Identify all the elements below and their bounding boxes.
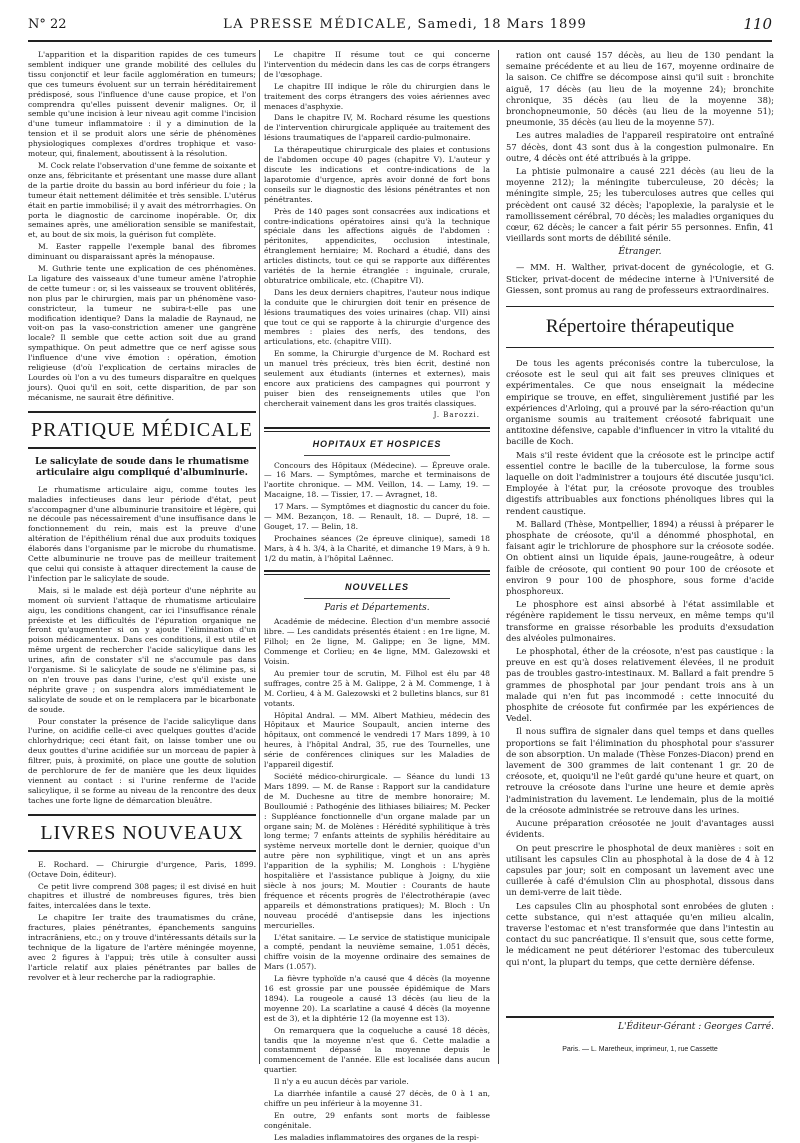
paragraph: — MM. H. Walther, privat-docent de gynécologie, et G. Sticker, privat-docent de médecine interne à l'Université de Giessen, sont promus au rang de professeurs extraordinaires. bbox=[506, 262, 774, 295]
paragraph: Société médico-chirurgicale. — Séance du lundi 13 Mars 1899. — M. de Ranse : Rapport sur la candidature de M. Duchesne au titre de membre honoraire; M. Boulloumié : Pathogénie des lithiases biliaires; M. Pecker : Suppléance fonctionnelle d'un organe malade par un organe sain; M. de Molènes : Hérédité syphilitique à très long terme; 7 enfants atteints de syphilis héréditaire au système nerveux mortelle dont le dernier, quoique d'un autre père non syphilitique, vingt et un ans après l'apparition de la syphilis; M. Longhois : L'hygiène hospitalière et l'assistance publique à Joigny, du xiie siècle à nos jours; M. Moutier : Courants de haute fréquence et récents progrès de l'électrothérapie (avec appareils et démonstrations pratiques); M. Bloch : Un nouveau procédé d'antisepsie dans les injections mercurielles. bbox=[264, 772, 490, 930]
paragraph: L'état sanitaire. — Le service de statistique municipale a compté, pendant la neuvième semaine, 1.051 décès, chiffre voisin de la moyenne ordinaire des semaines de Mars (1.057). bbox=[264, 932, 490, 972]
paragraph: On remarquera que la coqueluche a causé 18 décès, tandis que la moyenne n'est que 6. Cette maladie a constamment dépassé la moyenne depuis le commencement de l'année. Elle est localisée dans aucun quartier. bbox=[264, 1025, 490, 1075]
printer-line: Paris. — L. Maretheux, imprimeur, 1, rue Cassette bbox=[562, 1046, 718, 1053]
paragraph: En outre, 29 enfants sont morts de faiblesse congénitale. bbox=[264, 1110, 490, 1130]
page-number: 110 bbox=[743, 15, 772, 33]
section-rule bbox=[264, 570, 490, 575]
paragraph: Académie de médecine. Élection d'un membre associé libre. — Les candidats présentés étaient : en 1re ligne, M. Filhol; en 2e ligne, M. Galippe; en 3e ligne, MM. Commenge et Corlieu; en 4e ligne, MM. Galezowski et Voisin. bbox=[264, 617, 490, 667]
paragraph: Les capsules Clin au phosphotal sont enrobées de gluten : cette substance, qui n'est attaquée qu'en milieu alcalin, traverse l'estomac et n'est transformée que dans l'intestin au contact du suc pancréatique. Il s'ensuit que, sous cette forme, le médicament ne peut détériorer l'estomac des tuberculeux qui n'ont, la plupart du temps, que cette dernière défense. bbox=[506, 900, 774, 967]
paragraph: Les autres maladies de l'appareil respiratoire ont entraîné 57 décès, dont 43 sont dus à la congestion pulmonaire. En outre, 4 décès ont été attribués à la grippe. bbox=[506, 130, 774, 163]
issue-number: N° 22 bbox=[28, 16, 67, 32]
paragraph: Dans le chapitre IV, M. Rochard résume les questions de l'intervention chirurgicale appliquée au traitement des lésions traumatiques de l'appareil cardio-pulmonaire. bbox=[264, 113, 490, 143]
paragraph: Le chapitre Ier traite des traumatismes du crâne, fractures, plaies pénétrantes, épanchements sanguins intracrâniens, etc.; on y trouve d'intéressants détails sur la technique de la ligature de l'artère méningée moyenne, avec 2 figures à l'appui; très utile à consulter aussi l'article relatif aux plaies pénétrantes par balles de revolver et à leur recherche par la radiographie. bbox=[28, 913, 256, 982]
paragraph: Près de 140 pages sont consacrées aux indications et contre-indications opératoires ainsi qu'à la technique spéciale dans les affections aiguës de l'abdomen : péritonites, appendicites, occlusion intestinale, étranglement herniaire; M. Rochard a étudié, dans des articles distincts, tout ce qui se rapporte aux différentes variétés de la hernie étranglée : inguinale, crurale, obturatrice ombilicale, etc. (Chapitre VI). bbox=[264, 206, 490, 285]
paragraph: 17 Mars. — Symptômes et diagnostic du cancer du foie. — MM. Bezançon, 18. — Renault, 18. — Dupré, 18. — Gouget, 17. — Belin, 18. bbox=[264, 502, 490, 531]
paragraph: Le chapitre II résume tout ce qui concerne l'intervention du médecin dans les cas de corps étrangers de l'œsophage. bbox=[264, 50, 490, 79]
author-signature: J. Barozzi. bbox=[433, 410, 480, 419]
paragraph: La diarrhée infantile a causé 27 décès, de 0 à 1 an, chiffre un peu inférieur à la moyenne 31. bbox=[264, 1089, 490, 1108]
paragraph: Le phosphore est ainsi absorbé à l'état assimilable et régénère rapidement le tissu nerveux, en même temps qu'il transforme en graisse résorbable les produits d'exsudation des alvéoles pulmonaires. bbox=[506, 599, 774, 643]
column-divider bbox=[259, 50, 260, 1064]
paragraph: Ce petit livre comprend 308 pages; il est divisé en huit chapitres et illustré de nombreuses figures, très bien faites, intercalées dans le texte. bbox=[28, 881, 256, 911]
paragraph: E. Rochard. — Chirurgie d'urgence, Paris, 1899. (Octave Doin, éditeur). bbox=[28, 859, 256, 879]
paragraph: Il nous suffira de signaler dans quel temps et dans quelles proportions se fait l'élimination du phosphotal pour s'assurer de son absorption. Un malade (Thèse Fonzes-Diacon) prend en lavement de 300 grammes de lait contenant 1 gr. 20 de créosote, et, quoiqu'il ne l'eût gardé qu'une heure et quart, on retrouve la créosote dans l'urine une heure et demie après l'administration du lavement. Le lendemain, plus de la moitié de la créosote administrée se retrouve dans les urines. bbox=[506, 726, 774, 815]
paragraph: M. Easter rappelle l'exemple banal des fibromes diminuant ou disparaissant après la ménopause. bbox=[28, 242, 256, 262]
paragraph: M. Guthrie tente une explication de ces phénomènes. La ligature des vaisseaux d'une tumeur amène l'atrophie de cette tumeur : or, si les vaisseaux se trouvent oblitérés, non plus par le chirurgien, mais par un phénomène vaso-constricteur, la tumeur ne subira-t-elle pas une modification identique? Dans la maladie de Raynaud, ne voit-on pas la vaso-constriction amener une gangrène locale? Il semble que cette action soit due au grand sympathique. On peut admettre que ce nerf agisse sous l'influence d'une vive émotion : opération, émotion religieuse (d'où l'explication de certains miracles de Lourdes où l'on a vu des tumeurs disparaître en quelques jours). Quoi qu'il en soit, cette disparition, de par son mécanisme, ne saurait être définitive. bbox=[28, 264, 256, 402]
paragraph: Mais s'il reste évident que la créosote est le principe actif essentiel contre le bacille de la tuberculose, la forme sous laquelle on doit l'administrer a toujours été discutée jusqu'ici. Employée à l'état pur, la créosote provoque des troubles digestifs attribuables aux fonctions phénoliques libres qui la rendent caustique. bbox=[506, 449, 774, 516]
journal-name: LA PRESSE MÉDICALE bbox=[223, 16, 408, 32]
subsection-title-paris: Paris et Départements. bbox=[324, 602, 430, 613]
section-title-repertoire: Répertoire thérapeutique bbox=[506, 306, 774, 348]
column-right bbox=[506, 50, 774, 1012]
paragraph: M. Ballard (Thèse, Montpellier, 1894) a réussi à préparer le phosphate de créosote, qu'il a dénommé phosphotal, en faisant agir le trichlorure de phosphore sur la créosote sodée. On obtient ainsi un liquide épais, jaune-rougeâtre, à odeur faible de créosote, qui contient 90 pour 100 de créosote et environ 9 pour 100 de phosphore, sous forme d'acide phosphoreux. bbox=[506, 518, 774, 597]
paragraph: Le phosphotal, éther de la créosote, n'est pas caustique : la preuve en est qu'à doses relativement élevées, il ne produit pas de troubles gastro-intestinaux. M. Ballard a fait prendre 5 grammes de phosphotal par jour pendant trois ans à un malade qui n'en fut pas incommodé : cette innocuité du phosphite de créosote fut confirmée par les expériences de Vedel. bbox=[506, 646, 774, 724]
subsection-title-etranger: Étranger. bbox=[618, 247, 662, 258]
paragraph: On peut prescrire le phosphotal de deux manières : soit en utilisant les capsules Clin au phosphotal à la dose de 4 à 12 capsules par jour; soit en composant un lavement avec une cuillerée à café d'émulsion Clin au phosphotal, dissous dans un demi-verre de lait tiède. bbox=[506, 842, 774, 898]
page-header bbox=[28, 8, 772, 42]
paragraph: Le rhumatisme articulaire aigu, comme toutes les maladies infectieuses dans leur période d'état, peut s'accompagner d'une albuminurie transitoire et légère, qui ne découle pas nécessairement d'une insuffisance dans le fonctionnement du rein, mais est la preuve d'une altération de l'épithélium rénal due aux produits toxiques élaborés dans l'organisme par le microbe du rhumatisme. Cette albuminurie ne trouve pas de meilleur traitement que celui qui consiste à attaquer directement la cause de l'infection par le salicylate de soude. bbox=[28, 484, 256, 583]
section-title-pratique: PRATIQUE MÉDICALE bbox=[28, 411, 256, 449]
section-title-livres: LIVRES NOUVEAUX bbox=[28, 814, 256, 852]
paragraph: La thérapeutique chirurgicale des plaies et contusions de l'abdomen occupe 40 pages (chapitre V). L'auteur y discute les indications et contre-indications de la laparotomie d'urgence, après avoir donné de fort bons conseils sur le diagnostic des lésions pénétrantes et non pénétrantes. bbox=[264, 145, 490, 204]
footer-rule bbox=[506, 1016, 774, 1018]
paragraph: L'apparition et la disparition rapides de ces tumeurs semblent indiquer une grande mobilité des cellules du tissu conjonctif et leur facile agglomération en tumeurs; que ces tumeurs évoluent sur un terrain héréditairement prédisposé, sous l'influence d'une cause propice, et l'on comprendra qu'elles puissent devenir malignes. Or, il semble qu'une incision à leur niveau agit comme l'incision d'une tumeur inflammatoire : il y a diminution de la tension et il se produit alors une série de phénomènes physiologiques complexes d'ordres trophique et vaso-moteur, qui, finalement, aboutissent à la résolution. bbox=[28, 50, 256, 159]
column-middle bbox=[264, 50, 490, 1142]
paragraph: De tous les agents préconisés contre la tuberculose, la créosote est le seul qui ait fait ses preuves cliniques et expérimentales. Ce que nous enseignait la médecine empirique se trouve, en effet, singulièrement justifié par les expériences d'Arloing, qui a prouvé par la séro-réaction qu'un organisme soumis au traitement créosoté fabriquait une antitoxine défensive, capable d'influencer in vitro la vitalité du bacille de Koch. bbox=[506, 357, 774, 447]
paragraph: Aucune préparation créosotée ne jouit d'avantages aussi évidents. bbox=[506, 818, 774, 840]
paragraph: Prochaines séances (2e épreuve clinique), samedi 18 Mars, à 4 h. 3/4, à la Charité, et dimanche 19 Mars, à 9 h. 1/2 du matin, à l'hôpital Laënnec. bbox=[264, 533, 490, 563]
editor-manager-line: L'Éditeur-Gérant : Georges Carré. bbox=[618, 1022, 774, 1032]
paragraph: Mais, si le malade est déjà porteur d'une néphrite au moment où survient l'attaque de rhumatisme articulaire aigu, les conditions changent, car ici l'insuffisance rénale préexiste et les difficultés de l'épuration organique ne feront qu'augmenter si on y ajoute l'élimination d'un poison médicamenteux. Dans ces conditions, il est utile et même urgent de rechercher l'acide salicylique dans les urines, afin de constater s'il ne s'accumule pas dans l'organisme. Si le salicylate de soude ne s'élimine pas, si on n'en trouve pas dans l'urine, c'est qu'il existe une néphrite grave ; on suspendra alors immédiatement le salicylate de soude et on le remplacera par le bicarbonate de soude. bbox=[28, 585, 256, 714]
paragraph: M. Cock relate l'observation d'une femme de soixante et onze ans, fébricitante et présentant une masse dure allant de la partie droite du bassin au bord inférieur du foie ; la tumeur était nettement délimitée et très sensible. L'utérus était en partie immobilisé; il y avait des métrorrhagies. On porta le diagnostic de carcinome inopérable. Or, dix semaines après, une amélioration sensible se manifestait, et, au bout de six mois, la guérison fut complète. bbox=[28, 160, 256, 240]
issue-date: , Samedi, 18 Mars 1899 bbox=[407, 16, 587, 32]
journal-title bbox=[223, 17, 587, 32]
paragraph: Concours des Hôpitaux (Médecine). — Épreuve orale. — 16 Mars. — Symptômes, marche et terminaisons de l'aortite chronique. — MM. Veillon, 14. — Lamy, 19. — Macaigne, 18. — Tissier, 17. — Avragnet, 18. bbox=[264, 460, 490, 500]
section-title-nouvelles: NOUVELLES bbox=[344, 581, 409, 592]
title-rule bbox=[304, 455, 450, 456]
paragraph: La phtisie pulmonaire a causé 221 décès (au lieu de la moyenne 212); la méningite tuberculeuse, 20 décès; la méningite simple, 25; les tuberculoses autres que celles qui précèdent ont causé 32 décès; l'apoplexie, la paralysie et le ramollissement cérébral, 70 décès; les maladies organiques du cœur, 62 décès; le cancer a fait périr 55 personnes. Enfin, 41 vieillards sont morts de débilité sénile. bbox=[506, 166, 774, 244]
section-title-hopitaux: HOPITAUX ET HOSPICES bbox=[312, 438, 442, 449]
section-rule bbox=[264, 427, 490, 432]
paragraph: En somme, la Chirurgie d'urgence de M. Rochard est un manuel très précieux, très bien écrit, destiné non seulement aux étudiants (internes et externes), mais encore aux praticiens des campagnes qui pourront y puiser bien des renseignements utiles que l'on chercherait vainement dans les gros traités classiques. bbox=[264, 349, 490, 408]
paragraph: La fièvre typhoïde n'a causé que 4 décès (la moyenne 16 est grossie par une poussée épidémique de Mars 1894). La rougeole a causé 13 décès (au lieu de la moyenne 20). La scarlatine a causé 4 décès (la moyenne est de 3), et la diphtérie 12 (la moyenne est 13). bbox=[264, 974, 490, 1023]
paragraph: ration ont causé 157 décès, au lieu de 130 pendant la semaine précédente et au lieu de 167, moyenne ordinaire de la saison. Ce chiffre se décompose ainsi qu'il suit : bronchite aiguë, 17 décès (au lieu de la moyenne 24); bronchite chronique, 35 décès (au lieu de la moyenne 38); bronchopneumonie, 50 décès (au lieu de la moyenne 51); pneumonie, 35 décès (au lieu de la moyenne 57). bbox=[506, 50, 774, 128]
title-rule bbox=[304, 598, 450, 599]
paragraph: Il n'y a eu aucun décès par variole. bbox=[274, 1077, 409, 1087]
paragraph: Dans les deux derniers chapitres, l'auteur nous indique la conduite que le chirurgien doit tenir en présence de lésions traumatiques des voies urinaires (chap. VII) ainsi que tout ce qui se rapporte à la chirurgie d'urgence des membres : plaies des nerfs, des tendons, des articulations, etc. (chapitre VIII). bbox=[264, 287, 490, 347]
column-left bbox=[28, 50, 256, 1064]
article-subtitle: Le salicylate de soude dans le rhumatisme articulaire aigu compliqué d'albuminurie. bbox=[34, 456, 250, 478]
paragraph: Hôpital Andral. — MM. Albert Mathieu, médecin des Hôpitaux et Maurice Soupault, ancien interne des hôpitaux, ont commencé le vendredi 17 Mars 1899, à 10 heures, à l'hôpital Andral, 35, rue des Tournelles, une série de conférences cliniques sur les Maladies de l'appareil digestif. bbox=[264, 710, 490, 770]
paragraph: Au premier tour de scrutin, M. Filhol est élu par 48 suffrages, contre 25 à M. Galippe, 2 à M. Commenge, 1 à M. Corlieu, 4 à M. Galezowski et 2 bulletins blancs, sur 81 votants. bbox=[264, 668, 490, 708]
column-divider bbox=[498, 50, 499, 1064]
paragraph: Pour constater la présence de l'acide salicylique dans l'urine, on acidifie celle-ci avec quelques gouttes d'acide chlorhydrique; ceci étant fait, on laisse tomber une ou deux gouttes d'urine acidifiée sur un morceau de papier à filtrer, puis, à proximité, on place une goutte de solution de perchlorure de fer de manière que les deux liquides viennent au contact : si l'urine renferme de l'acide salicylique, il se forme au niveau de la rencontre des deux taches une forte ligne de démarcation bleuâtre. bbox=[28, 716, 256, 805]
paragraph: Le chapitre III indique le rôle du chirurgien dans le traitement des corps étrangers des voies aériennes avec menaces d'asphyxie. bbox=[264, 81, 490, 111]
paragraph: Les maladies inflammatoires des organes de la respi- bbox=[274, 1132, 479, 1142]
